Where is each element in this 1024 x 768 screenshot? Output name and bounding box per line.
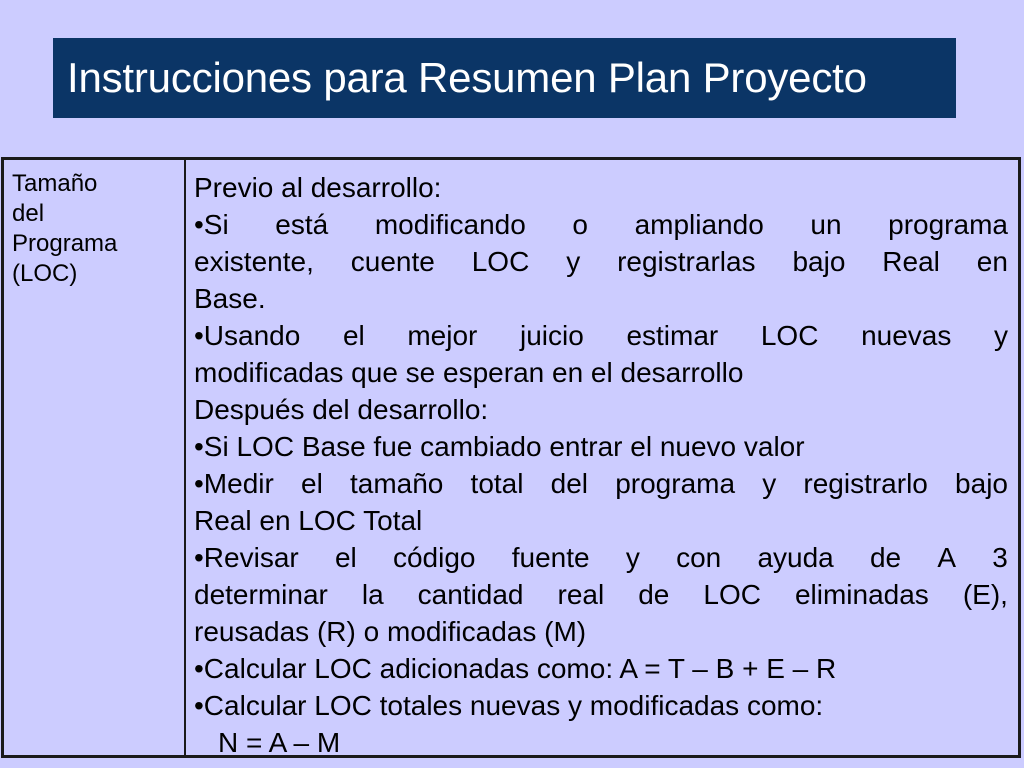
word: registrarlas: [617, 246, 756, 277]
word: código: [392, 542, 476, 573]
label-line: Programa: [12, 230, 118, 257]
bullet-line: [194, 576, 1008, 613]
word: •Usando: [194, 320, 301, 351]
word: y: [625, 542, 640, 573]
title-bar: [53, 38, 956, 118]
word: determinar: [194, 579, 328, 610]
word: y: [566, 246, 581, 277]
word: bajo: [792, 246, 846, 277]
word: nuevas: [861, 320, 952, 351]
slide-title: Instrucciones para Resumen Plan Proyecto: [67, 54, 867, 101]
word: eliminadas: [794, 579, 929, 610]
bullet-line: •Calcular LOC totales nuevas y modificadas como:: [194, 690, 824, 721]
word: el: [342, 320, 365, 351]
word: •Si: [194, 209, 229, 240]
word: tamaño: [349, 468, 444, 499]
word: programa: [888, 209, 1008, 240]
word: en: [976, 246, 1008, 277]
word: •Revisar: [194, 542, 299, 573]
word: 3: [992, 542, 1008, 573]
word: o: [572, 209, 588, 240]
word: juicio: [520, 320, 584, 351]
word: la: [361, 579, 384, 610]
word: Real: [882, 246, 940, 277]
label-line: Tamaño: [12, 170, 98, 197]
word: bajo: [955, 468, 1008, 499]
word: ampliando: [634, 209, 764, 240]
word: un: [810, 209, 842, 240]
word: (E),: [962, 579, 1008, 610]
label-cell: [4, 160, 186, 755]
word: programa: [615, 468, 736, 499]
word: •Medir: [194, 468, 274, 499]
word: estimar: [626, 320, 719, 351]
word: con: [676, 542, 722, 573]
word: mejor: [407, 320, 478, 351]
bullet-line: [194, 465, 1008, 502]
instructions-table: [1, 157, 1021, 758]
word: A: [937, 542, 957, 573]
bullet-line: •Si LOC Base fue cambiado entrar el nuevo valor: [194, 431, 805, 462]
word: y: [993, 320, 1008, 351]
word: cantidad: [417, 579, 524, 610]
word: de: [638, 579, 670, 610]
bullet-line: [194, 243, 1008, 280]
section-heading-after: Después del desarrollo:: [194, 394, 489, 425]
bullet-line: modificadas que se esperan en el desarrollo: [194, 357, 744, 388]
content-cell: [186, 160, 1018, 758]
word: modificando: [374, 209, 526, 240]
bullet-line: Base.: [194, 283, 266, 314]
bullet-line: [194, 539, 1008, 576]
bullet-line: •Calcular LOC adicionadas como: A = T – B + E – R: [194, 653, 837, 684]
word: real: [557, 579, 605, 610]
label-line: (LOC): [12, 260, 78, 287]
formula-line: N = A – M: [218, 727, 341, 758]
word: registrarlo: [803, 468, 928, 499]
word: del: [550, 468, 589, 499]
word: está: [275, 209, 329, 240]
word: de: [869, 542, 902, 573]
word: y: [762, 468, 777, 499]
label-line: del: [12, 200, 45, 227]
word: existente,: [194, 246, 314, 277]
bullet-line: [194, 206, 1008, 243]
word: el: [334, 542, 357, 573]
word: LOC: [703, 579, 761, 610]
word: LOC: [760, 320, 819, 351]
word: cuente: [350, 246, 435, 277]
word: total: [470, 468, 524, 499]
bullet-line: [194, 317, 1008, 354]
word: ayuda: [757, 542, 834, 573]
bullet-line: Real en LOC Total: [194, 505, 423, 536]
word: el: [301, 468, 323, 499]
bullet-line: reusadas (R) o modificadas (M): [194, 616, 587, 647]
word: LOC: [471, 246, 530, 277]
word: fuente: [511, 542, 590, 573]
section-heading-before: Previo al desarrollo:: [194, 172, 442, 203]
